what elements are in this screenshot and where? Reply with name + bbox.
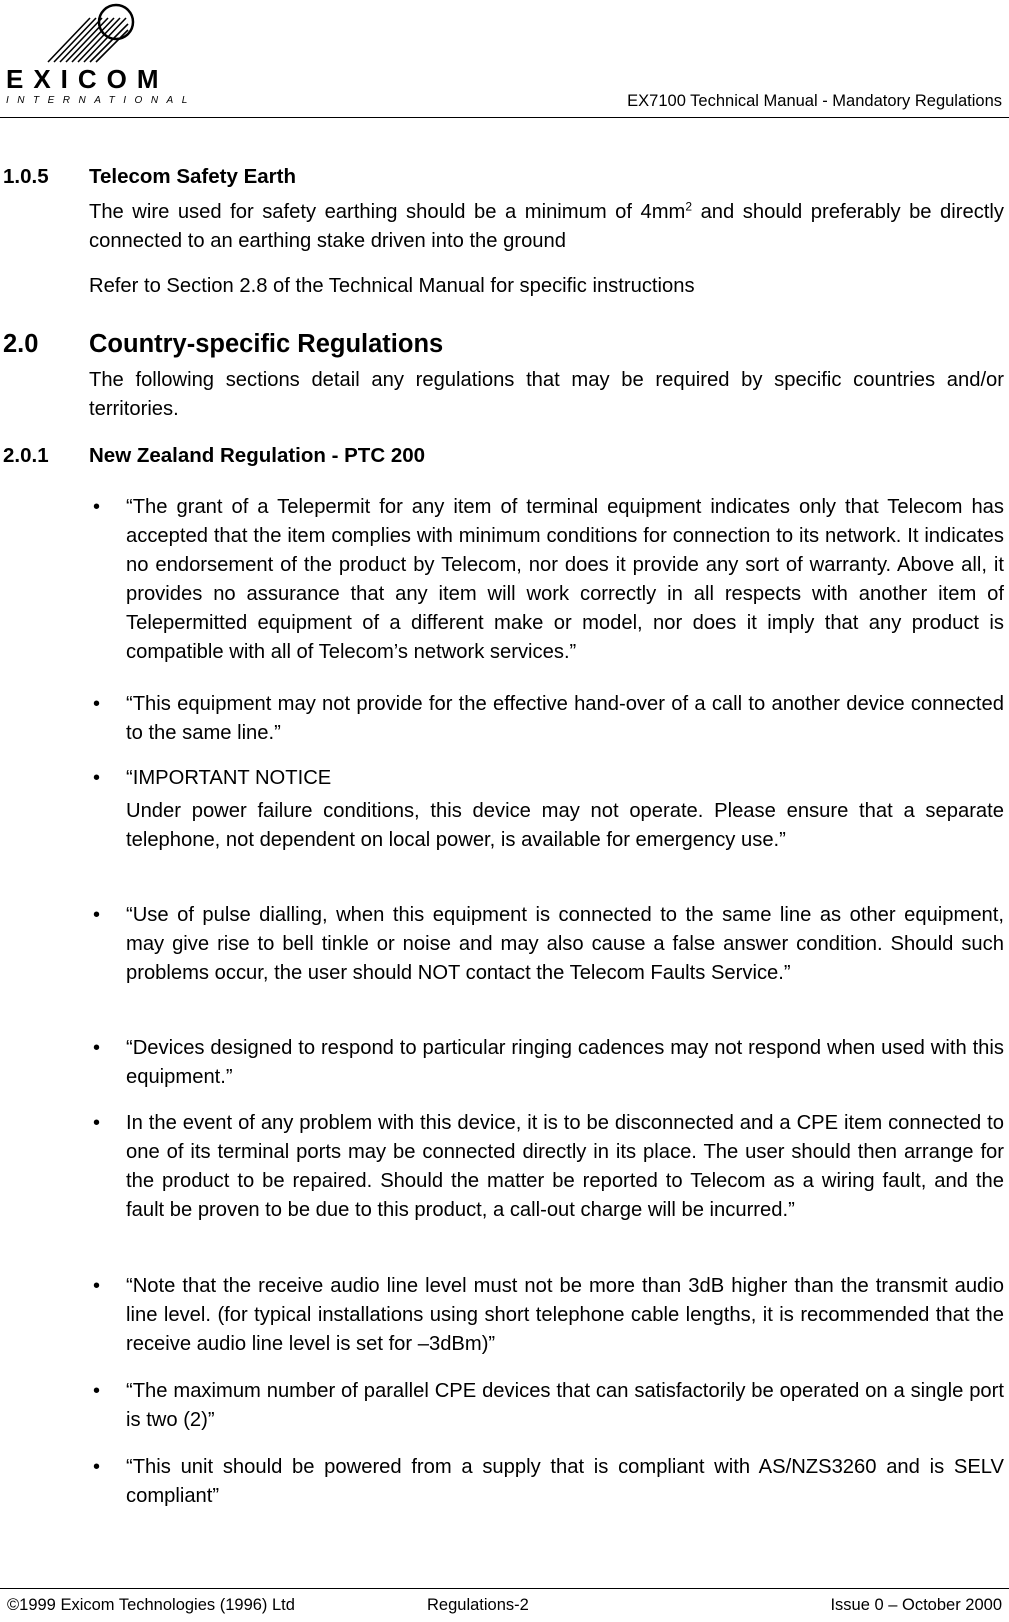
header-title: EX7100 Technical Manual - Mandatory Regulations <box>627 92 1002 110</box>
bullet-marker: • <box>93 1112 101 1134</box>
list-item-text: “The grant of a Telepermit for any item of terminal equipment indicates only that Telecom has accepted that the item complies with minimum conditions for connection to its network. It indicates no endorsement of the product by Telecom, nor does it provide any sort of warranty. Above all, it provides no assurance that any item will work correctly in all respects with another item of Telepermitted equipment of a different make or model, nor does it imply that any product is compatible with all of Telecom’s network services.” <box>126 496 1004 663</box>
bullet-marker: • <box>93 693 101 715</box>
section-number: 2.0 <box>3 330 39 358</box>
exicom-logo-mark-icon <box>44 2 139 66</box>
bullet-marker: • <box>93 1275 101 1297</box>
paragraph-text: and should preferably be directly connected to an earthing stake driven into the ground <box>89 201 1004 252</box>
list-item-text: “Devices designed to respond to particular ringing cadences may not respond when used with this equipment.” <box>126 1037 1004 1088</box>
bullet-marker: • <box>93 496 101 518</box>
refer-paragraph: Refer to Section 2.8 of the Technical Manual for specific instructions <box>89 275 695 297</box>
notice-body: Under power failure conditions, this device may not operate. Please ensure that a separate telephone, not dependent on local power, is available for emergency use.” <box>126 800 1004 851</box>
list-item-text: In the event of any problem with this device, it is to be disconnected and a CPE item connected to one of its terminal ports may be connected directly in its place. The user should then arrange for the product to be repaired. Should the matter be reported to Telecom as a wiring fault, and the fault be proven to be due to this product, a call-out charge will be incurred.” <box>126 1112 1004 1221</box>
superscript: 2 <box>685 199 693 214</box>
safety-earth-paragraph <box>89 198 1004 256</box>
section-number: 1.0.5 <box>3 165 49 188</box>
footer-divider <box>0 1588 1009 1589</box>
country-intro-paragraph: The following sections detail any regulations that may be required by specific countries and/or territories. <box>89 369 1004 420</box>
section-title: New Zealand Regulation - PTC 200 <box>89 444 426 467</box>
logo-subtitle: INTERNATIONAL <box>6 95 196 106</box>
bullet-marker: • <box>93 904 101 926</box>
logo-wordmark: EXICOM <box>6 64 169 94</box>
paragraph-text: The wire used for safety earthing should be a minimum of 4mm <box>89 201 686 223</box>
list-item-text: “Note that the receive audio line level must not be more than 3dB higher than the transmit audio line level. (for typical installations using short telephone cable lengths, it is recommended that the receive audio line level is set for –3dBm)” <box>126 1275 1004 1355</box>
list-item-text: “This unit should be powered from a supply that is compliant with AS/NZS3260 and is SELV compliant” <box>126 1456 1004 1507</box>
header-divider <box>0 117 1009 118</box>
list-item-text: “This equipment may not provide for the effective hand-over of a call to another device connected to the same line.” <box>126 693 1004 744</box>
section-title: Country-specific Regulations <box>89 330 444 358</box>
bullet-marker: • <box>93 1380 101 1402</box>
bullet-marker: • <box>93 1456 101 1478</box>
section-number: 2.0.1 <box>3 444 49 467</box>
footer-page-number: Regulations-2 <box>427 1596 529 1614</box>
bullet-marker: • <box>93 767 101 789</box>
exicom-logo <box>4 0 196 110</box>
section-title: Telecom Safety Earth <box>89 165 296 188</box>
list-item-text: “The maximum number of parallel CPE devices that can satisfactorily be operated on a single port is two (2)” <box>126 1380 1004 1431</box>
bullet-marker: • <box>93 1037 101 1059</box>
list-item-text: “Use of pulse dialling, when this equipment is connected to the same line as other equipment, may give rise to bell tinkle or noise and may also cause a false answer condition. Should such problems occur, the user should NOT contact the Telecom Faults Service.” <box>126 904 1004 984</box>
page-header <box>0 0 1009 118</box>
footer-copyright: ©1999 Exicom Technologies (1996) Ltd <box>7 1596 295 1614</box>
footer-issue: Issue 0 – October 2000 <box>830 1596 1002 1614</box>
list-item-text: “IMPORTANT NOTICE <box>126 767 332 789</box>
